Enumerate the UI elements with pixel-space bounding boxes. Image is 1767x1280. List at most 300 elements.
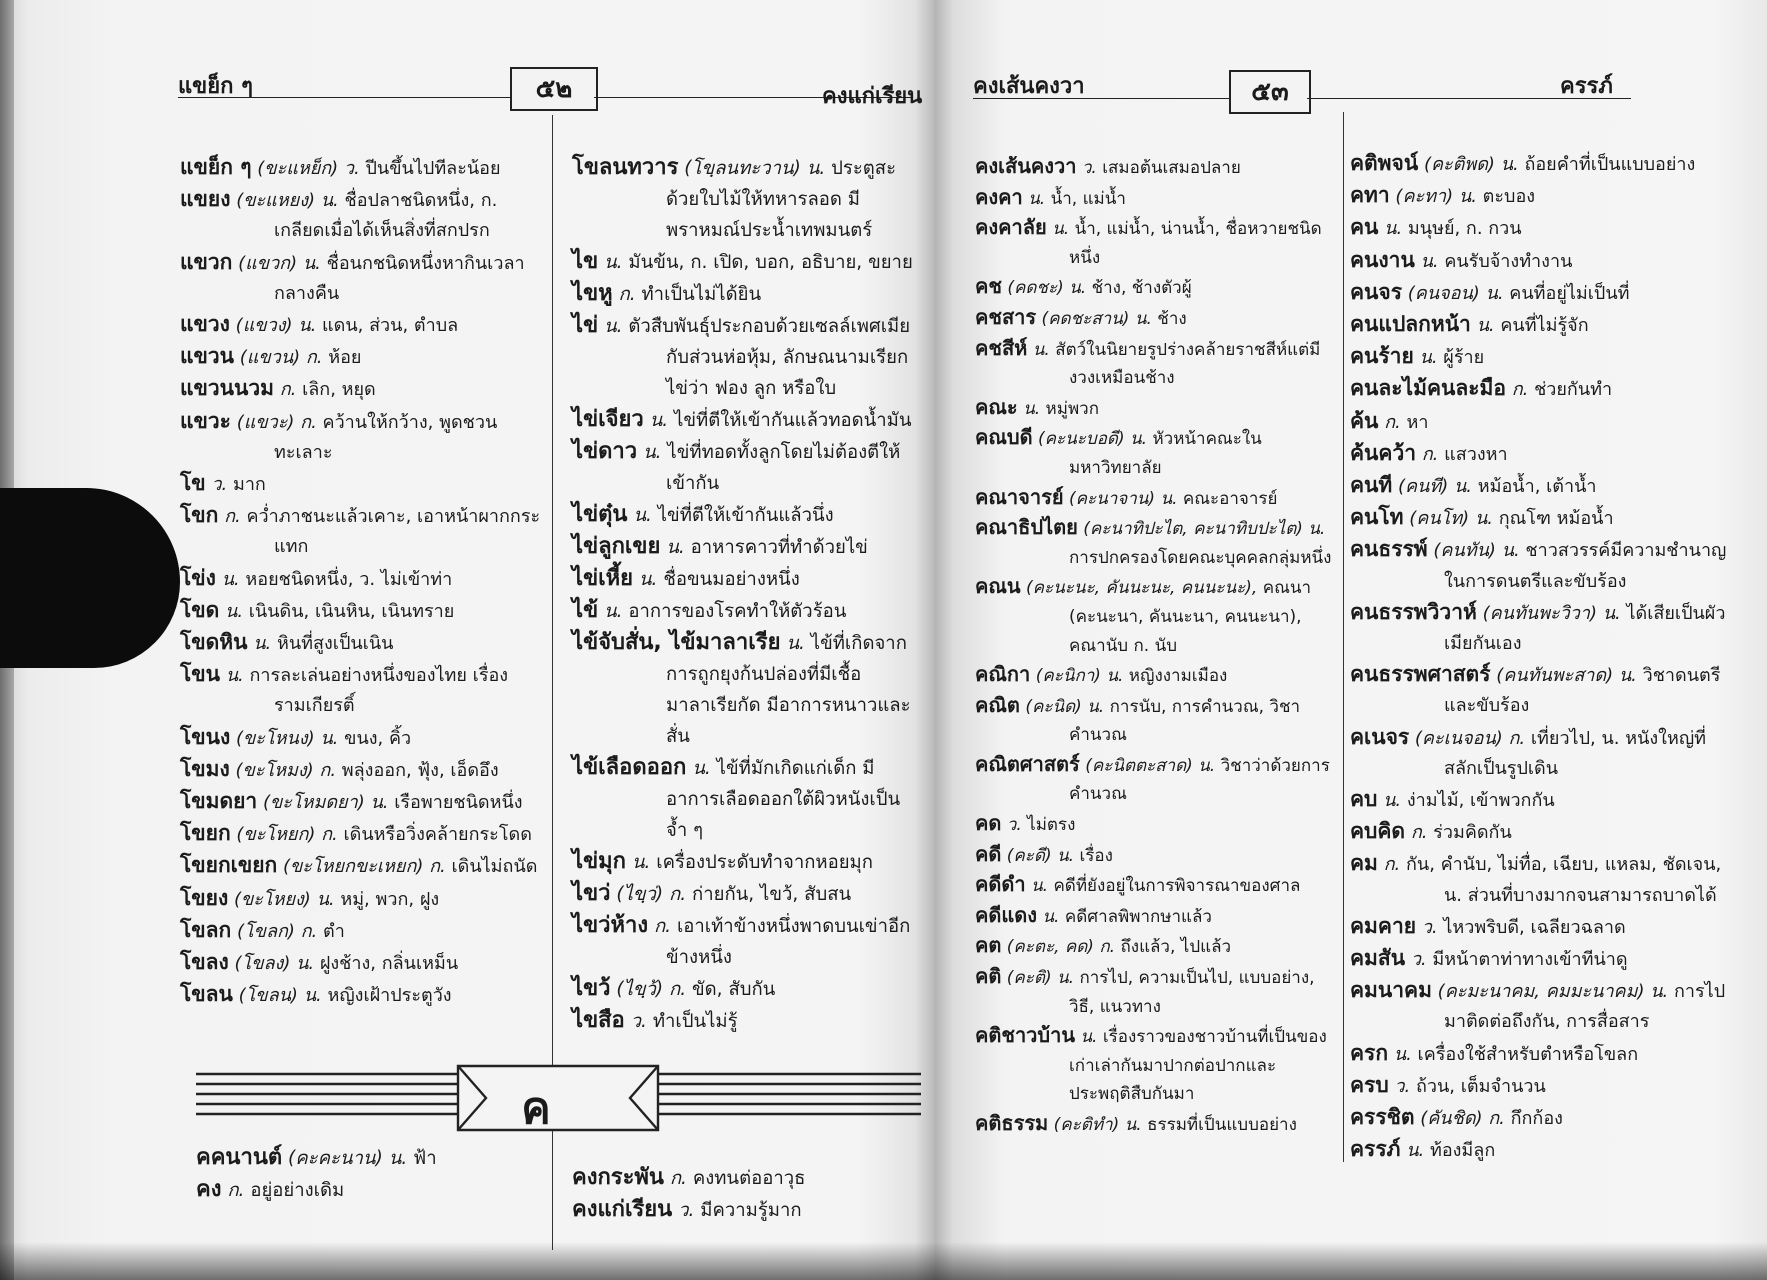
entry-definition: เอาเท้าข้างหนึ่งพาดบนเข่าอีกข้างหนึ่ง (666, 916, 911, 968)
dictionary-entry (180, 883, 542, 915)
entry-headword: คดีแดง (975, 902, 1038, 927)
entry-definition: เครื่องประดับทำจากหอยมุก (656, 852, 873, 873)
entry-headword: ไข่เจียว (572, 407, 644, 432)
entry-definition: กัน, คำนับ, ไม่ทื่อ, เฉียบ, แหลม, ชัดเจน, น. ส่วนที่บางมากจนสามารถบาดได้ (1405, 854, 1722, 906)
entry-headword: คนธรรพวิวาห์ (1350, 599, 1477, 624)
entry-headword: แขวะ (180, 408, 231, 433)
entry-headword: ไขว่ (572, 881, 611, 906)
entry-pronunciation: (คะมะนาคม, คมมะนาคม) (1437, 981, 1645, 1003)
entry-definition: ช้าง, ช้างตัวผู้ (1091, 278, 1192, 299)
right-page (935, 0, 1767, 1280)
entry-headword: ครก (1350, 1040, 1389, 1065)
right-page-number: ๕๓ (1229, 70, 1311, 114)
entry-part-of-speech: ก. (321, 824, 338, 846)
entry-headword: ไข้ (572, 598, 599, 623)
entry-headword: โขก (180, 503, 219, 528)
entry-pronunciation: (คนที) (1397, 476, 1449, 498)
entry-headword: คง (196, 1177, 222, 1202)
entry-headword: คมนาคม (1350, 978, 1432, 1003)
entry-headword: คณะ (975, 394, 1018, 419)
dictionary-entry (572, 595, 920, 627)
dictionary-entry (572, 752, 920, 846)
dictionary-entry (975, 152, 1337, 183)
entry-pronunciation: (แขวน) (239, 347, 301, 369)
entry-part-of-speech: น. (638, 569, 658, 590)
entry-definition: เครื่องใช้สำหรับตำหรือโขลก (1417, 1043, 1639, 1065)
dictionary-entry (975, 1021, 1337, 1109)
entry-pronunciation: (คนจอน) (1407, 282, 1480, 304)
entry-part-of-speech: น. (1476, 315, 1495, 337)
entry-part-of-speech: น. (1500, 154, 1519, 175)
dictionary-entry (1350, 975, 1730, 1037)
entry-definition: มาก (232, 474, 266, 496)
entry-headword: แขวน (180, 344, 235, 369)
entry-part-of-speech: น. (1106, 666, 1124, 687)
left-guide-word-end: คงแก่เรียน (822, 84, 923, 109)
dictionary-entry (1350, 309, 1730, 341)
dictionary-entry (1350, 245, 1730, 277)
entry-part-of-speech: ว. (211, 474, 228, 496)
entry-definition: ถึงแล้ว, ไปแล้ว (1120, 937, 1232, 958)
entry-definition: มีหน้าตาท่าทางเข้าทีน่าดู (1432, 949, 1628, 971)
entry-pronunciation: (คะนิตตะสาด) (1085, 755, 1193, 776)
entry-headword: ไขว่ห้าง (572, 913, 649, 938)
entry-part-of-speech: น. (604, 316, 623, 337)
dictionary-entry (180, 627, 542, 659)
entry-definition: มีความรู้มาก (700, 1200, 802, 1221)
dictionary-entry (180, 818, 542, 850)
dictionary-entry (572, 152, 920, 246)
entry-definition: ไข้ที่เกิดจากการถูกยุงก้นปล่องที่มีเชื้อมาลาเรียกัด มีอาการหนาวและสั่น (666, 633, 911, 747)
entry-headword: คณิต (975, 692, 1020, 717)
entry-headword: ครรภ์ (1350, 1137, 1401, 1162)
entry-definition: อาหารคาวที่ทำด้วยไข่ (690, 537, 868, 558)
entry-part-of-speech: ก. (1488, 1108, 1505, 1130)
entry-definition: เรือพายชนิดหนึ่ง (394, 792, 523, 814)
entry-definition: การละเล่นอย่างหนึ่งของไทย เรื่องรามเกียรติ์ (249, 665, 509, 717)
entry-headword: คมสัน (1350, 946, 1406, 971)
entry-part-of-speech: น. (1198, 755, 1216, 776)
entry-definition: ทำเป็นไม่รู้ (652, 1011, 738, 1032)
left-bottom-column-1 (196, 1142, 536, 1206)
entry-headword: คนธรรพศาสตร์ (1350, 662, 1491, 687)
entry-headword: คมคาย (1350, 913, 1417, 938)
entry-headword: คด (975, 811, 1002, 836)
entry-headword: ไข่มุก (572, 849, 626, 874)
dictionary-entry (180, 722, 542, 754)
dictionary-entry (180, 341, 542, 373)
entry-headword: แขยง (180, 187, 231, 212)
dictionary-entry (180, 247, 542, 309)
entry-definition: เลิก, หยุด (302, 379, 376, 401)
dictionary-entry (572, 1194, 912, 1226)
entry-part-of-speech: ก. (300, 411, 317, 433)
dictionary-entry (1350, 438, 1730, 470)
dictionary-entry (1350, 406, 1730, 438)
entry-part-of-speech: น. (692, 758, 711, 779)
entry-definition: ก่ายกัน, ไขว้, สับสน (692, 884, 852, 905)
dictionary-entry (572, 1162, 912, 1194)
dictionary-entry (572, 563, 920, 595)
entry-headword: คคนานต์ (196, 1145, 283, 1170)
entry-part-of-speech: น. (1032, 339, 1050, 360)
left-column-1 (180, 152, 542, 1011)
entry-headword: โขมดยา (180, 789, 258, 814)
entry-headword: คดีดำ (975, 872, 1026, 897)
dictionary-entry (180, 152, 542, 184)
entry-headword: คณิกา (975, 662, 1031, 687)
entry-pronunciation: (ขะโหยกขะเหยก) (282, 856, 424, 878)
entry-definition: คนที่ไม่รู้จัก (1500, 315, 1589, 337)
entry-part-of-speech: น. (1420, 250, 1439, 272)
entry-part-of-speech: น. (1057, 968, 1075, 989)
entry-definition: หา (1406, 411, 1429, 433)
entry-definition: ได้เสียเป็นผัวเมียกันเอง (1444, 602, 1726, 655)
entry-pronunciation: (คะนาทิปะไต, คะนาทิบปะไต) (1083, 519, 1303, 540)
entry-headword: โขนง (180, 724, 231, 749)
entry-part-of-speech: ก. (279, 379, 297, 401)
entry-headword: ไขว้ (572, 976, 611, 1001)
entry-part-of-speech: ก. (1099, 937, 1116, 958)
entry-headword: คงกระพัน (572, 1165, 664, 1190)
entry-definition: วิชาดนตรีและขับร้อง (1444, 665, 1721, 717)
dictionary-entry (1350, 722, 1730, 784)
entry-definition: ง่ามไม้, เข้าพวกกัน (1406, 790, 1555, 812)
entry-headword: โขลง (180, 950, 229, 975)
entry-definition: คดีศาลพิพากษาแล้ว (1064, 906, 1212, 927)
entry-pronunciation: (ขะแหย็ก) (257, 158, 339, 179)
dictionary-entry (1350, 943, 1730, 975)
entry-headword: ค้น (1350, 408, 1379, 433)
entry-headword: คงเส้นคงวา (975, 154, 1077, 178)
entry-headword: คต (975, 933, 1002, 958)
entry-definition: พลุ่งออก, ฟุ้ง, เอ็ดอึง (341, 759, 499, 781)
left-column-rule (552, 115, 553, 1070)
entry-part-of-speech: ก. (1410, 822, 1428, 844)
entry-definition: คณนา (คะนะนา, คันนะนา, คนนะนา), คณานับ ก. นับ (1069, 578, 1312, 656)
entry-definition: ชาวสวรรค์มีความชำนาญในการดนตรีและขับร้อง (1444, 540, 1727, 592)
entry-part-of-speech: น. (1383, 790, 1402, 812)
entry-part-of-speech: น. (370, 792, 389, 814)
dictionary-entry (1350, 534, 1730, 596)
entry-part-of-speech: น. (633, 505, 652, 526)
entry-headword: โขมง (180, 756, 230, 781)
dictionary-entry (1350, 597, 1730, 659)
entry-part-of-speech: น. (388, 1148, 408, 1169)
dictionary-entry (180, 406, 542, 468)
entry-headword: คนละไม้คนละมือ (1350, 376, 1506, 401)
entry-definition: เรื่อง (1079, 845, 1113, 866)
entry-definition: ห้อย (328, 347, 362, 369)
entry-definition: หัวหน้าคณะในมหาวิทยาลัย (1069, 429, 1262, 478)
entry-pronunciation: (โขฺลนทะวาน) (684, 158, 801, 179)
dictionary-entry (180, 309, 542, 341)
entry-headword: ไข่ดาว (572, 439, 638, 464)
entry-definition: หินที่สูงเป็นเนิน (276, 633, 394, 655)
entry-part-of-speech: น. (649, 410, 669, 431)
entry-pronunciation: (ไขฺว้) (616, 979, 664, 1000)
entry-headword: ครบ (1350, 1072, 1389, 1097)
entry-part-of-speech: น. (1069, 278, 1087, 299)
dictionary-entry (1350, 277, 1730, 309)
entry-part-of-speech: น. (253, 633, 272, 655)
entry-headword: คนร้าย (1350, 344, 1414, 369)
entry-definition: ช้าง (1157, 308, 1187, 329)
entry-pronunciation: (คดชะสาน) (1041, 308, 1130, 329)
entry-definition: ไม่ตรง (1027, 815, 1076, 836)
dictionary-entry (975, 750, 1337, 809)
dictionary-entry (975, 303, 1337, 334)
dictionary-entry (975, 1109, 1337, 1140)
entry-pronunciation: (คะนาจาน) (1068, 488, 1156, 509)
entry-headword: ไข่ตุ๋น (572, 502, 628, 527)
dictionary-entry (572, 531, 920, 563)
entry-definition: คว้านให้กว้าง, พูดชวนทะเลาะ (274, 411, 498, 463)
entry-headword: โขลนทวาร (572, 155, 679, 180)
entry-definition: คนที่อยู่ไม่เป็นที่ (1509, 282, 1630, 304)
entry-part-of-speech: ว. (1081, 158, 1097, 178)
dictionary-entry (180, 754, 542, 786)
entry-headword: ไขหู (572, 281, 613, 306)
entry-part-of-speech: น. (296, 953, 315, 975)
dictionary-entry (975, 272, 1337, 303)
entry-headword: คทา (1350, 183, 1390, 208)
dictionary-entry (1350, 212, 1730, 244)
entry-definition: คดีที่ยังอยู่ในการพิจารณาของศาล (1053, 876, 1301, 897)
entry-headword: คติ (975, 964, 1002, 989)
dictionary-entry (975, 483, 1337, 514)
dictionary-entry (975, 393, 1337, 424)
entry-definition: สัตว์ในนิยายรูปร่างคล้ายราชสีห์แต่มีงวงเหมือนช้าง (1055, 339, 1321, 389)
dictionary-entry (975, 870, 1337, 901)
dictionary-entry (572, 436, 920, 499)
entry-pronunciation: (คะติทำ) (1053, 1115, 1120, 1135)
entry-headword: คดี (975, 841, 1002, 866)
entry-definition: กุณโฑ หม้อน้ำ (1498, 508, 1614, 530)
entry-pronunciation: (คะนิกา) (1035, 666, 1101, 687)
dictionary-entry (1350, 470, 1730, 502)
entry-headword: คนธรรพ์ (1350, 537, 1428, 562)
entry-definition: ไข่ที่ทอดทั้งลูกโดยไม่ต้องตีให้เข้ากัน (666, 442, 901, 494)
entry-headword: ไข่ลูกเขย (572, 534, 661, 559)
entry-part-of-speech: น. (1134, 308, 1152, 329)
entry-part-of-speech: น. (1042, 906, 1060, 927)
entry-headword: โขดหิน (180, 630, 248, 655)
dictionary-entry (180, 947, 542, 979)
dictionary-entry (572, 246, 920, 278)
entry-part-of-speech: น. (1080, 1027, 1098, 1048)
dictionary-entry (1350, 341, 1730, 373)
entry-part-of-speech: ก. (305, 347, 323, 369)
entry-part-of-speech: น. (1052, 219, 1070, 240)
dictionary-entry (1350, 502, 1730, 534)
entry-definition: ชื่อขนมอย่างหนึ่ง (663, 569, 800, 590)
entry-definition: อยู่อย่างเดิม (250, 1180, 345, 1201)
entry-part-of-speech: น. (225, 600, 244, 622)
entry-part-of-speech: น. (1458, 186, 1477, 208)
entry-pronunciation: (คนทัน) (1433, 540, 1496, 562)
dictionary-entry (1350, 148, 1730, 180)
dictionary-entry (196, 1142, 536, 1174)
entry-pronunciation: (คะนะบอดี) (1038, 429, 1125, 450)
entry-part-of-speech: ก. (1511, 379, 1529, 401)
entry-part-of-speech: น. (1031, 876, 1049, 897)
entry-headword: ไข (572, 249, 599, 274)
entry-part-of-speech: น. (320, 190, 339, 212)
entry-headword: คงคาลัย (975, 215, 1047, 240)
entry-definition: คว่ำภาชนะแล้วเคาะ, เอาหน้าผากกระแทก (246, 506, 541, 558)
entry-pronunciation: (คะดี) (1006, 845, 1052, 866)
dictionary-entry (572, 973, 920, 1005)
entry-headword: คติชาวบ้าน (975, 1023, 1075, 1048)
entry-pronunciation: (ไขฺว่) (616, 884, 664, 905)
left-guide-word-start: แขย็ก ๆ (178, 74, 253, 99)
left-bottom-column-2 (572, 1162, 912, 1226)
entry-part-of-speech: ก. (669, 979, 687, 1000)
entry-headword: โขลก (180, 917, 232, 942)
entry-definition: การนับ, การคำนวณ, วิชาคำนวณ (1069, 696, 1301, 746)
dictionary-entry (975, 931, 1337, 962)
entry-headword: คติธรรม (975, 1111, 1049, 1135)
dictionary-entry (975, 901, 1337, 932)
dictionary-entry (1350, 848, 1730, 910)
entry-headword: คชสีห์ (975, 335, 1028, 360)
entry-headword: โขยกเขยก (180, 853, 278, 878)
entry-pronunciation: (คะเนจอน) (1414, 727, 1503, 749)
entry-pronunciation: (คะติพด) (1423, 154, 1495, 175)
entry-part-of-speech: ก. (224, 506, 241, 528)
entry-definition: เสมอต้นเสมอปลาย (1102, 158, 1241, 178)
entry-headword: คนโท (1350, 505, 1404, 530)
dictionary-entry (180, 786, 542, 818)
entry-part-of-speech: ว. (1394, 1075, 1411, 1097)
dictionary-entry (572, 910, 920, 973)
dictionary-entry (975, 962, 1337, 1021)
entry-part-of-speech: น. (1087, 696, 1105, 717)
left-column-rule-bottom (552, 1130, 553, 1250)
entry-headword: คบคิด (1350, 819, 1406, 844)
entry-headword: คน (1350, 215, 1379, 240)
entry-definition: เดินหรือวิ่งคล้ายกระโดด (343, 824, 532, 846)
entry-headword: คนงาน (1350, 247, 1415, 272)
entry-part-of-speech: น. (806, 158, 826, 179)
entry-pronunciation: (คะติ) (1006, 968, 1052, 989)
entry-pronunciation: (แขวะ) (236, 411, 295, 433)
dictionary-entry (975, 572, 1337, 660)
entry-headword: โขด (180, 597, 220, 622)
dictionary-entry (572, 310, 920, 404)
entry-part-of-speech: น. (1057, 845, 1075, 866)
entry-part-of-speech: น. (1160, 488, 1178, 509)
entry-definition: อาการของโรคทำให้ตัวร้อน (628, 601, 847, 622)
dictionary-entry (180, 500, 542, 562)
entry-part-of-speech: น. (643, 442, 662, 463)
entry-pronunciation: (คันชิด) (1420, 1108, 1483, 1130)
dictionary-entry (572, 278, 920, 310)
entry-definition: ถ้วน, เต็มจำนวน (1415, 1075, 1546, 1097)
entry-pronunciation: (คะตะ, คด) (1006, 937, 1094, 958)
entry-pronunciation: (คะคะนาน) (288, 1148, 383, 1169)
entry-headword: แขย็ก ๆ (180, 155, 252, 179)
entry-definition: ปีนขึ้นไปทีละน้อย (365, 158, 501, 179)
dictionary-entry (572, 499, 920, 531)
entry-part-of-speech: ก. (669, 884, 687, 905)
entry-part-of-speech: น. (1485, 282, 1504, 304)
entry-definition: ฝูงช้าง, กลิ่นเหม็น (319, 953, 459, 975)
dictionary-entry (180, 979, 542, 1011)
right-header-rule (973, 98, 1229, 99)
entry-definition: ชื่อปลาชนิดหนึ่ง, ก. เกลียดเมื่อได้เห็นสิ่งที่สกปรก (274, 190, 498, 242)
entry-part-of-speech: ก. (1384, 411, 1401, 433)
entry-definition: น้ำ, แม่น้ำ (1050, 188, 1126, 209)
entry-part-of-speech: ก. (653, 916, 672, 937)
entry-headword: ค้นคว้า (1350, 440, 1417, 465)
bottom-shadow (0, 1242, 1767, 1280)
entry-definition: มันข้น, ก. เปิด, บอก, อธิบาย, ขยาย (628, 252, 913, 273)
dictionary-entry (180, 468, 542, 500)
entry-pronunciation: (โขลน) (238, 985, 298, 1007)
section-letter: ค (521, 1083, 551, 1134)
entry-definition: การไป, ความเป็นไป, แบบอย่าง, วิธี, แนวทาง (1069, 968, 1315, 1017)
entry-pronunciation: (คนทันพะสาด) (1496, 665, 1614, 687)
entry-definition: ตัวสืบพันธุ์ประกอบด้วยเซลล์เพศเมียกับส่วนห่อหุ้ม, ลักษณนามเรียกไข่ว่า ฟอง ลูก หรือใบ (628, 316, 911, 399)
entry-part-of-speech: น. (1602, 602, 1621, 624)
entry-definition: คณะอาจารย์ (1182, 488, 1278, 509)
entry-headword: คช (975, 274, 1002, 299)
entry-headword: คบ (1350, 787, 1378, 812)
entry-definition: การปกครองโดยคณะบุคคลกลุ่มหนึ่ง (1069, 547, 1332, 568)
entry-definition: การไปมาติดต่อถึงกัน, การสื่อสาร (1444, 981, 1726, 1033)
entry-definition: เนินดิน, เนินหิน, เนินทราย (248, 600, 455, 622)
dictionary-entry (180, 373, 542, 405)
entry-definition: ฟ้า (413, 1148, 437, 1169)
entry-pronunciation: (คะนะนะ, คันนะนะ, คนนะนะ), (1026, 578, 1258, 599)
entry-headword: คงคา (975, 184, 1023, 209)
entry-part-of-speech: ก. (1508, 727, 1526, 749)
entry-pronunciation: (โขลง) (234, 953, 291, 975)
dictionary-entry (572, 1005, 920, 1037)
entry-definition: วิชาว่าด้วยการคำนวณ (1069, 755, 1330, 805)
entry-headword: โขยง (180, 885, 229, 910)
entry-part-of-speech: น. (1650, 981, 1669, 1003)
entry-definition: ทำเป็นไม่ได้ยิน (641, 284, 762, 305)
entry-headword: คณน (975, 574, 1021, 599)
right-column-2 (1350, 148, 1730, 1167)
entry-pronunciation: (ขะโหนง) (235, 727, 315, 749)
entry-headword: ไขสือ (572, 1008, 625, 1033)
dictionary-entry (975, 334, 1337, 393)
entry-pronunciation: (โขลก) (236, 920, 295, 942)
dictionary-entry (975, 183, 1337, 214)
entry-definition: เรื่องราวของชาวบ้านที่เป็นของเก่าเล่ากันมาปากต่อปากและประพฤติสืบกันมา (1069, 1027, 1327, 1105)
entry-part-of-speech: น. (604, 252, 623, 273)
entry-pronunciation: (คะนิด) (1025, 696, 1082, 717)
entry-headword: คติพจน์ (1350, 151, 1419, 175)
entry-part-of-speech: น. (221, 568, 240, 590)
dictionary-entry (975, 660, 1337, 691)
entry-part-of-speech: น. (1501, 540, 1520, 562)
dictionary-entry (1350, 911, 1730, 943)
entry-headword: คงแก่เรียน (572, 1197, 673, 1222)
dictionary-entry (975, 423, 1337, 482)
dictionary-entry (572, 404, 920, 436)
entry-part-of-speech: น. (1406, 1140, 1425, 1162)
entry-part-of-speech: ก. (227, 1180, 245, 1201)
dictionary-entry (975, 840, 1337, 871)
right-guide-word-end: ครรภ์ (1560, 74, 1613, 99)
entry-part-of-speech: น. (320, 727, 339, 749)
left-column-2 (572, 152, 920, 1037)
